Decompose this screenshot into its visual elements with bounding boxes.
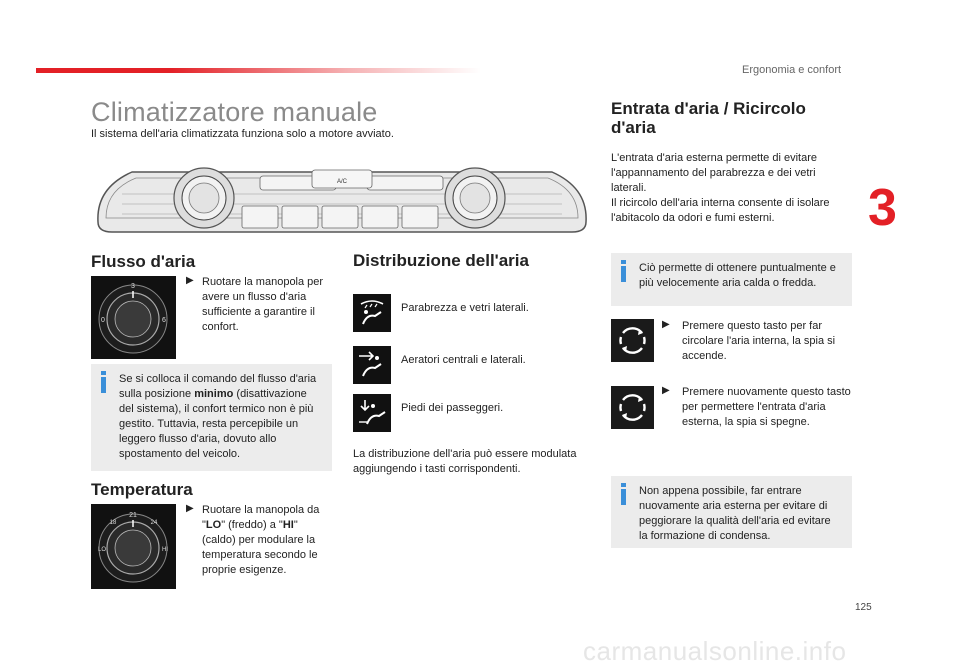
- distribution-item-feet: [353, 394, 504, 432]
- intake-info-box-1: [611, 253, 852, 306]
- temp-knob-left-label: LO: [97, 547, 107, 553]
- distribution-item-windscreen: [353, 294, 529, 332]
- bullet-icon: ▶: [662, 385, 670, 396]
- bullet-icon: ▶: [662, 319, 670, 330]
- flow-info-text: Se si colloca il comando del flusso d'aria sulla posizione minimo (disattivazione del sistema), il confort termico non è più gestito. Tuttavia, resta percepibile un leggero flusso d'aria, dovuto allo spostamento del veicolo.: [119, 373, 317, 460]
- intake-paragraph-2: Il ricircolo dell'aria interna consente di isolare l'abitacolo da odori e fumi esterni.: [611, 197, 830, 224]
- temp-knob-tl-label: 18: [109, 520, 117, 526]
- windscreen-demist-icon: [353, 294, 391, 332]
- intro-text: Il sistema dell'aria climatizzata funziona solo a motore avviato.: [91, 128, 394, 140]
- bullet-icon: ▶: [186, 275, 194, 286]
- temperature-instruction: [186, 503, 326, 578]
- temp-knob-tr-label: 24: [150, 520, 158, 526]
- flow-instruction: [186, 275, 326, 335]
- watermark: carmanualsonline.info: [583, 636, 847, 666]
- intake-instruction-2: [662, 385, 852, 430]
- temperature-heading: Temperatura: [91, 480, 193, 499]
- recirculation-off-icon: [611, 386, 654, 429]
- intake-heading: Entrata d'aria / Ricircolo d'aria: [611, 99, 806, 137]
- info-icon: [99, 371, 109, 393]
- intake-info-text-1: Ciò permette di ottenere puntualmente e più velocemente aria calda o fredda.: [639, 262, 836, 289]
- distribution-label: Aeratori centrali e laterali.: [401, 354, 526, 366]
- intake-info-box-2: [611, 476, 852, 548]
- temp-knob-top-label: 21: [129, 512, 137, 519]
- recirculation-on-icon: [611, 319, 654, 362]
- page-title: Climatizzatore manuale: [91, 97, 378, 127]
- fan-knob-right-label: 6: [162, 317, 166, 324]
- fan-knob-illustration: [91, 276, 176, 359]
- temperature-knob-illustration: [91, 504, 176, 589]
- distribution-note: La distribuzione dell'aria può essere modulata aggiungendo i tasti corrispondenti.: [353, 448, 577, 475]
- temp-knob-right-label: HI: [162, 547, 168, 553]
- distribution-heading: Distribuzione dell'aria: [353, 251, 529, 270]
- info-icon: [619, 483, 629, 505]
- distribution-item-vents: [353, 346, 526, 384]
- intake-info-text-2: Non appena possibile, far entrare nuovamente aria esterna per evitare di peggiorare la qualità dell'aria ed evitare la formazione di condensa.: [639, 485, 831, 542]
- info-icon: [619, 260, 629, 282]
- page-number: 125: [855, 602, 872, 613]
- intake-paragraph-1: L'entrata d'aria esterna permette di evitare l'appannamento del parabrezza e dei vetri laterali.: [611, 152, 817, 194]
- flow-info-box: [91, 364, 332, 471]
- feet-vents-icon: [353, 394, 391, 432]
- intake-bullet-text-1: Premere questo tasto per far circolare l'aria interna, la spia si accende.: [682, 320, 836, 362]
- flow-bullet-text: Ruotare la manopola per avere un flusso d'aria sufficiente a garantire il confort.: [202, 276, 324, 333]
- temperature-bullet-text: Ruotare la manopola da "LO" (freddo) a "HI" (caldo) per modulare la temperatura secondo le proprie esigenze.: [202, 504, 320, 576]
- flow-heading: Flusso d'aria: [91, 252, 196, 271]
- ac-label: A/C: [336, 179, 348, 185]
- chapter-number: 3: [868, 179, 897, 237]
- face-vents-icon: [353, 346, 391, 384]
- bullet-icon: ▶: [186, 503, 194, 514]
- intake-instruction-1: [662, 319, 852, 364]
- header-accent-bar: [36, 68, 481, 73]
- section-title: Ergonomia e confort: [742, 64, 842, 76]
- fan-knob-top-label: 3: [131, 283, 135, 290]
- fan-knob-left-label: 0: [101, 317, 105, 324]
- control-panel-illustration: [92, 158, 592, 238]
- distribution-label: Parabrezza e vetri laterali.: [401, 302, 529, 314]
- distribution-label: Piedi dei passeggeri.: [401, 402, 504, 414]
- intake-bullet-text-2: Premere nuovamente questo tasto per permettere l'entrata d'aria esterna, la spia si spegne.: [682, 386, 851, 428]
